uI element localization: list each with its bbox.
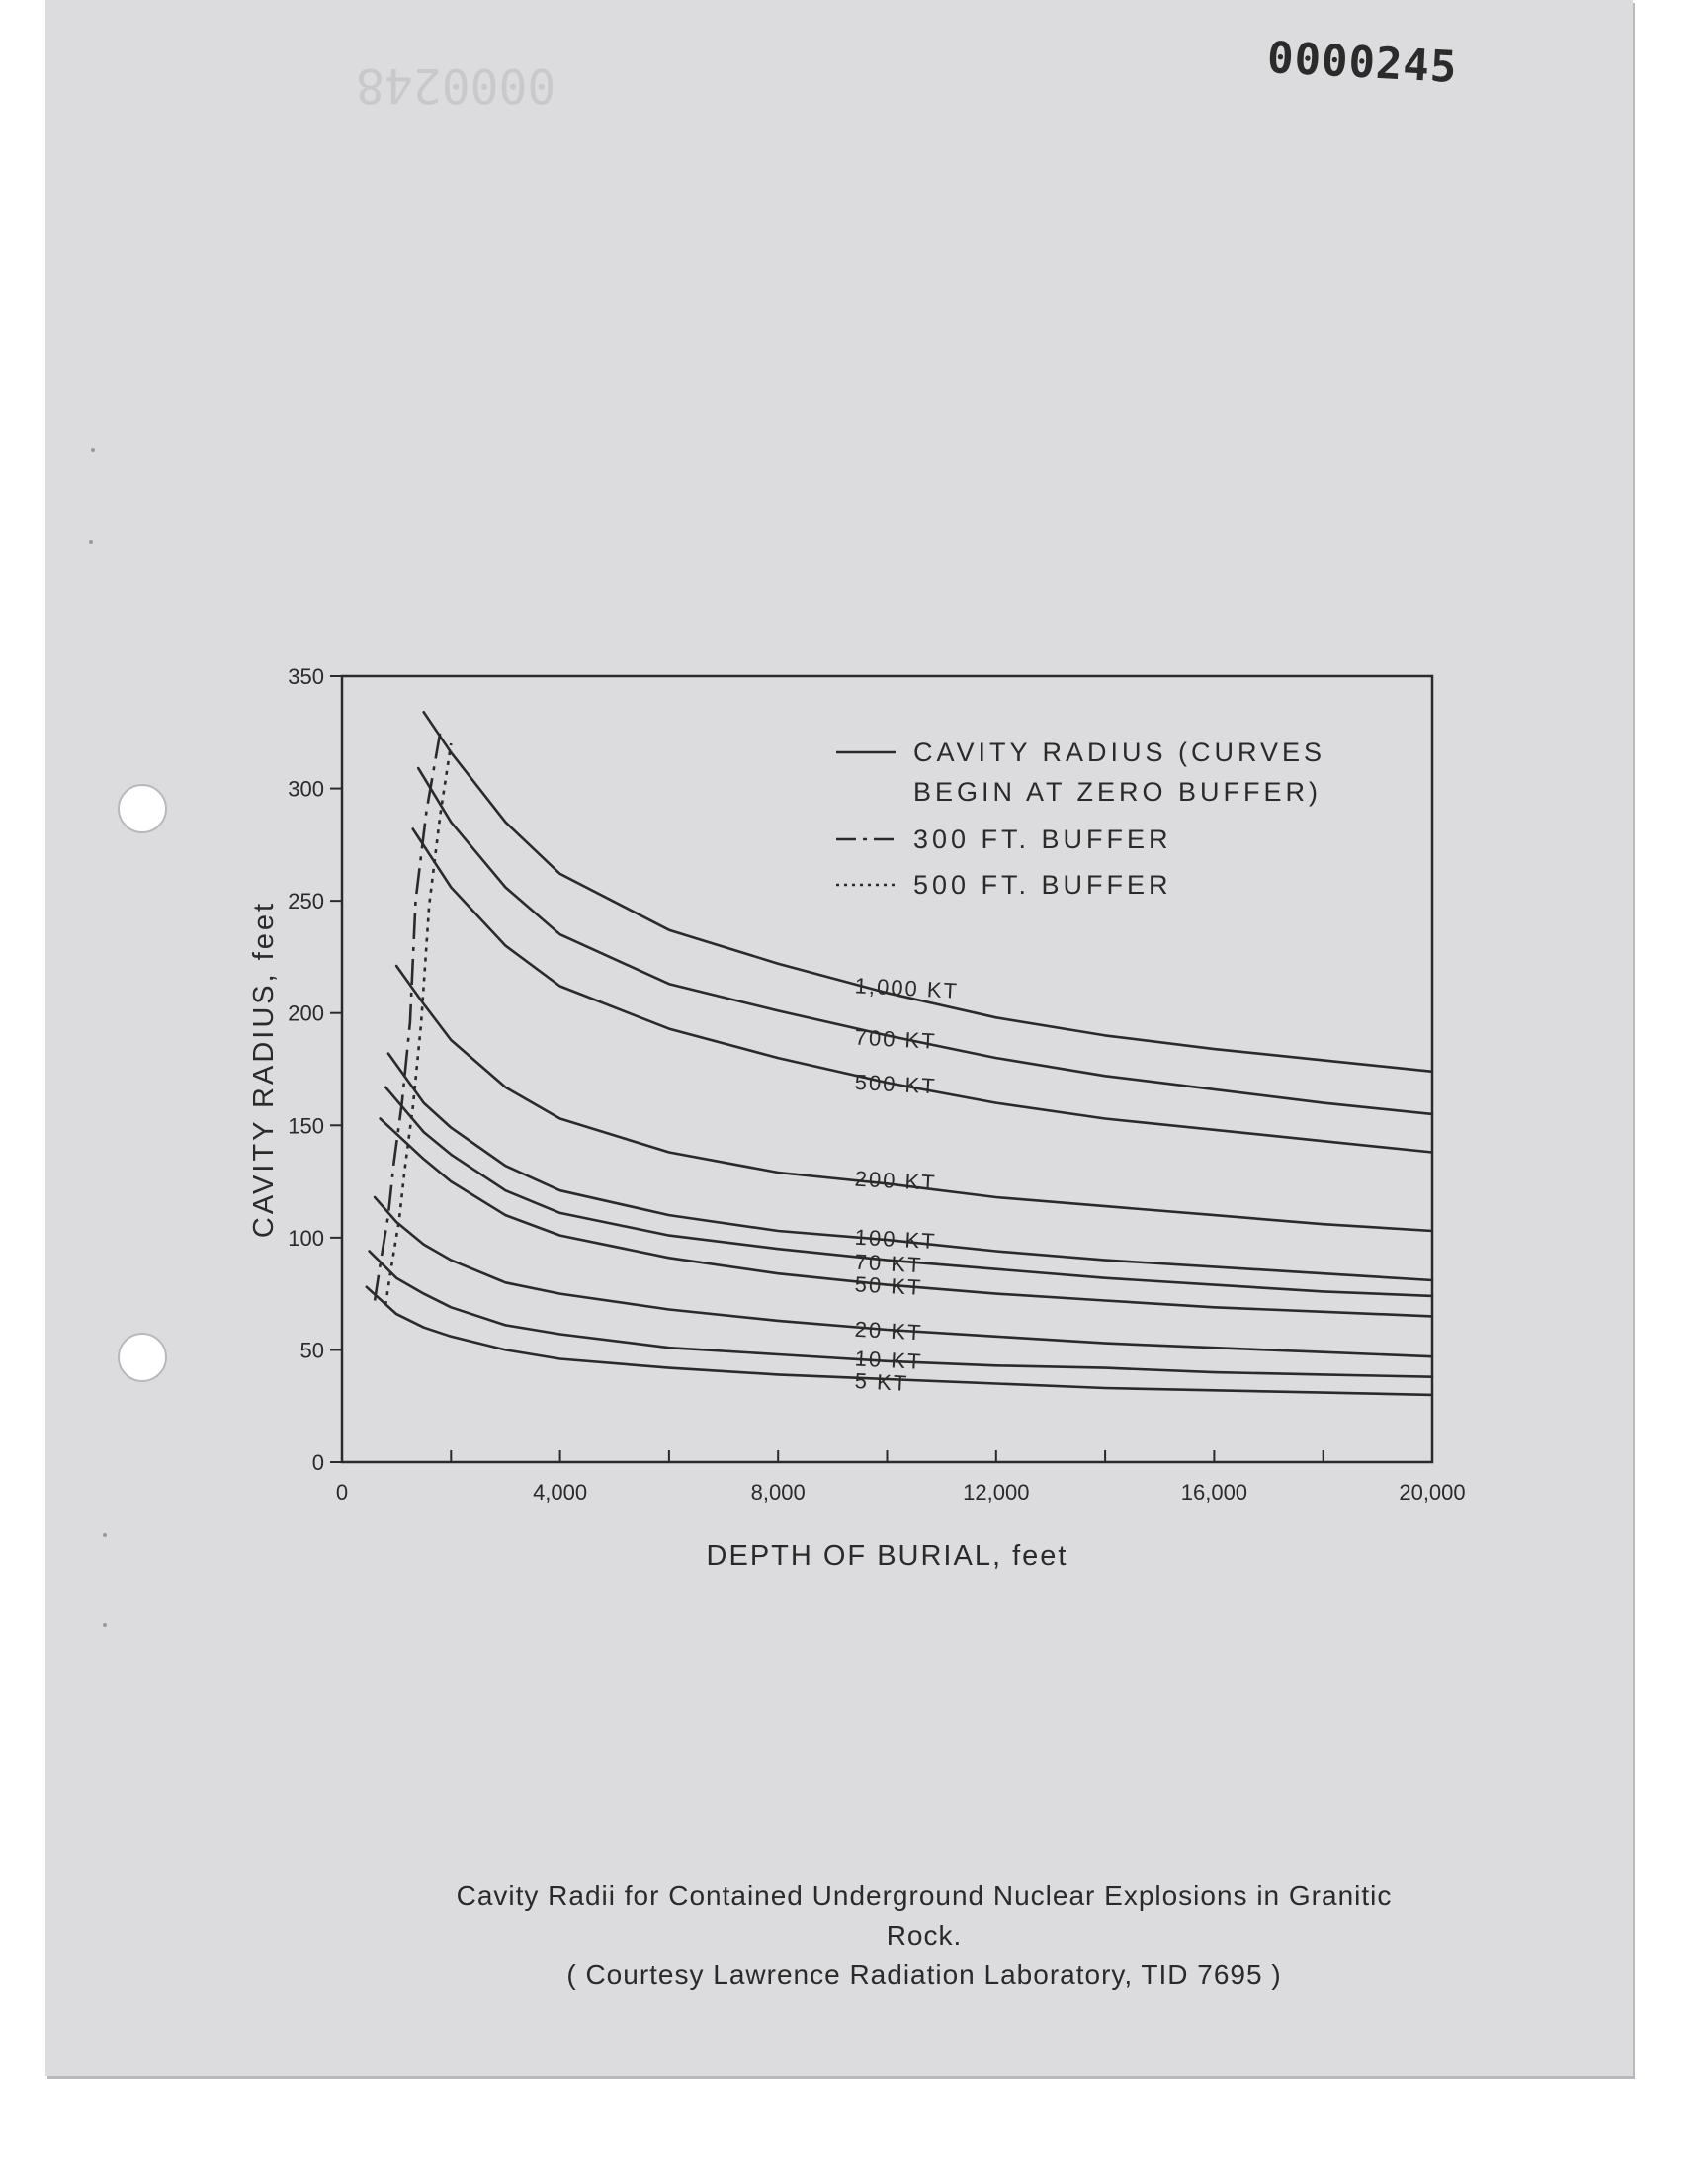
y-tick-label: 100 <box>288 1225 324 1251</box>
series-line <box>418 768 1432 1114</box>
curve-label: 500 KT <box>854 1069 938 1099</box>
curve-label: 20 KT <box>854 1316 924 1346</box>
y-tick-label: 50 <box>299 1338 324 1363</box>
curve-label: 1,000 KT <box>854 973 960 1003</box>
curve-label: 50 KT <box>854 1271 924 1300</box>
x-tick-label: 16,000 <box>1180 1480 1248 1505</box>
legend-label: BEGIN AT ZERO BUFFER) <box>913 777 1323 807</box>
ghost-stamp: 0000248 <box>356 57 556 113</box>
y-tick-label: 200 <box>288 1000 324 1026</box>
caption-line-3: ( Courtesy Lawrence Radiation Laboratory, TID 7695 ) <box>566 1959 1282 1990</box>
y-tick-label: 150 <box>288 1113 324 1139</box>
x-tick-label: 12,000 <box>963 1480 1030 1505</box>
buffer-300ft-line <box>375 733 440 1301</box>
x-tick-label: 20,000 <box>1399 1480 1466 1505</box>
legend-label: CAVITY RADIUS (CURVES <box>913 738 1326 767</box>
caption-line-2: Rock. <box>886 1920 963 1951</box>
curve-label: 10 KT <box>854 1346 924 1374</box>
x-tick-label: 4,000 <box>533 1480 588 1505</box>
curve-label: 700 KT <box>854 1024 938 1054</box>
y-tick-label: 0 <box>311 1450 324 1475</box>
y-tick-label: 350 <box>288 664 324 689</box>
figure-caption <box>356 1876 1493 1995</box>
y-tick-label: 300 <box>288 776 324 802</box>
document-number-stamp: 0000245 <box>1265 32 1459 94</box>
x-axis-label: DEPTH OF BURIAL, feet <box>706 1540 1068 1572</box>
curve-label: 100 KT <box>854 1224 938 1255</box>
y-tick-label: 250 <box>288 889 324 914</box>
curve-label: 5 KT <box>854 1368 909 1396</box>
caption-line-1: Cavity Radii for Contained Underground Nuclear Explosions in Granitic <box>456 1880 1393 1911</box>
y-axis-label: CAVITY RADIUS, feet <box>248 900 280 1239</box>
legend-label: 500 FT. BUFFER <box>913 870 1172 900</box>
legend-label: 300 FT. BUFFER <box>913 825 1172 854</box>
x-tick-label: 8,000 <box>750 1480 806 1505</box>
x-tick-label: 0 <box>335 1480 349 1505</box>
curve-label: 70 KT <box>854 1249 924 1278</box>
curve-label: 200 KT <box>854 1166 938 1195</box>
